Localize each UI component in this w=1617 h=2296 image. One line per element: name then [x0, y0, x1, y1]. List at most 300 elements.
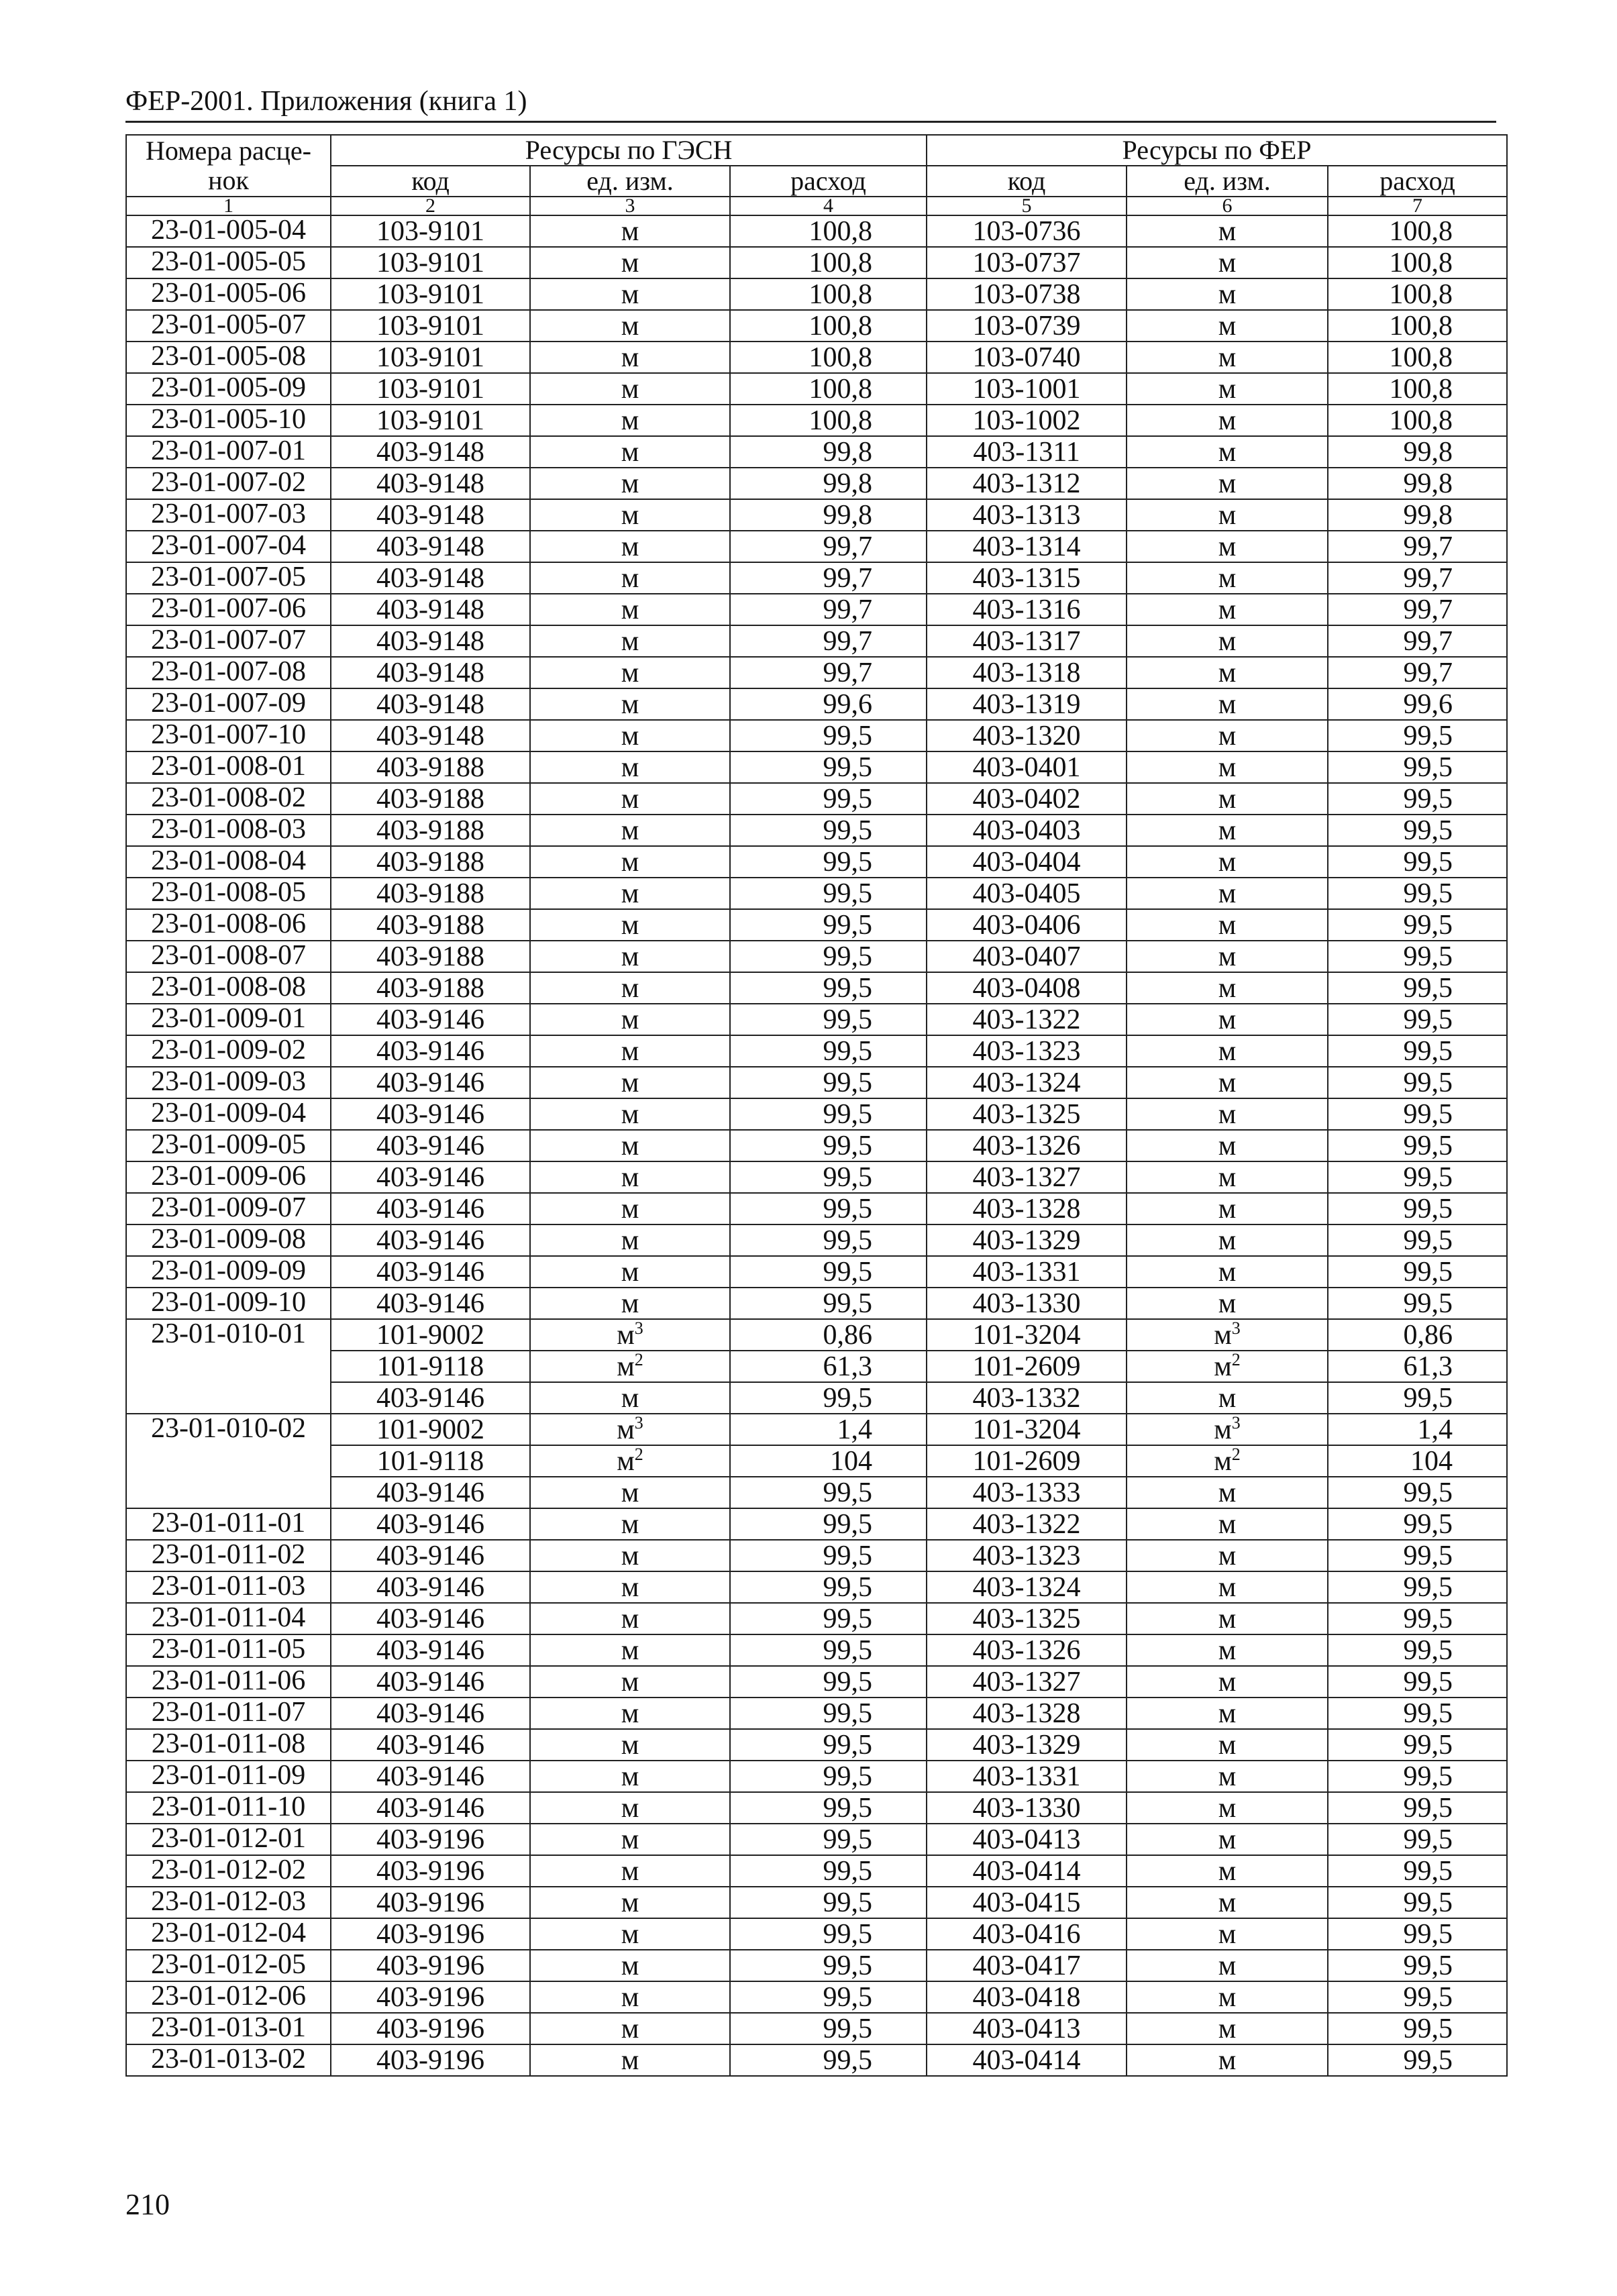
fer-amount-cell: 99,5 [1328, 2013, 1507, 2044]
unit-text: м [1218, 405, 1237, 436]
gesn-code-cell: 403-9188 [331, 909, 530, 941]
gesn-unit-cell [530, 342, 730, 373]
gesn-code-cell: 403-9148 [331, 499, 530, 531]
fer-code-cell: 403-0414 [927, 1855, 1127, 1887]
table-row [126, 1634, 1507, 1666]
fer-amount-cell: 99,5 [1328, 1288, 1507, 1319]
rate-number-cell: 23-01-010-02 [126, 1414, 331, 1508]
unit-text: м [1214, 1445, 1232, 1477]
gesn-unit-cell [530, 1729, 730, 1761]
unit-text: м [1218, 1603, 1237, 1634]
fer-code-cell: 403-0404 [927, 846, 1127, 878]
unit-text: м [1218, 468, 1237, 499]
fer-code-cell: 403-1314 [927, 531, 1127, 562]
gesn-code-cell: 103-9101 [331, 405, 530, 436]
rate-number-cell: 23-01-008-04 [126, 846, 331, 878]
gesn-amount-cell: 99,8 [730, 499, 927, 531]
unit-text: м [621, 1288, 639, 1319]
unit-text: м [1218, 1950, 1237, 1981]
gesn-code-cell: 403-9188 [331, 972, 530, 1004]
fer-unit-cell [1127, 342, 1328, 373]
fer-amount-cell: 61,3 [1328, 1351, 1507, 1382]
rate-number-cell: 23-01-007-05 [126, 562, 331, 594]
gesn-unit-cell [530, 1161, 730, 1193]
fer-code-cell: 101-2609 [927, 1445, 1127, 1477]
document-title: ФЕР-2001. Приложения (книга 1) [125, 86, 527, 117]
rate-number-cell: 23-01-009-02 [126, 1035, 331, 1067]
table-row [126, 468, 1507, 499]
table-row [126, 657, 1507, 688]
table-row [126, 1067, 1507, 1098]
fer-unit-cell [1127, 1729, 1328, 1761]
page-number: 210 [125, 2188, 170, 2221]
fer-code-cell: 403-0416 [927, 1918, 1127, 1950]
gesn-unit-cell [530, 531, 730, 562]
fer-amount-cell: 99,5 [1328, 941, 1507, 972]
gesn-amount-cell: 99,5 [730, 1571, 927, 1603]
fer-unit-cell [1127, 1004, 1328, 1035]
fer-unit-cell [1127, 783, 1328, 815]
gesn-amount-cell: 99,5 [730, 1729, 927, 1761]
fer-amount-cell: 99,7 [1328, 625, 1507, 657]
gesn-amount-cell: 99,5 [730, 1855, 927, 1887]
unit-text: м [621, 1004, 639, 1035]
gesn-amount-cell: 99,5 [730, 1792, 927, 1824]
unit-exponent: 3 [634, 1414, 643, 1432]
fer-code-cell: 103-0737 [927, 247, 1127, 278]
unit-text: м [1218, 499, 1237, 531]
fer-code-cell: 101-3204 [927, 1319, 1127, 1351]
gesn-unit-cell [530, 1477, 730, 1508]
column-number: 4 [730, 197, 927, 215]
fer-amount-cell: 100,8 [1328, 342, 1507, 373]
fer-amount-cell: 99,5 [1328, 1477, 1507, 1508]
gesn-amount-header: расход [730, 166, 927, 197]
fer-amount-cell: 99,5 [1328, 1855, 1507, 1887]
rate-number-cell: 23-01-012-01 [126, 1824, 331, 1855]
fer-code-cell: 403-1325 [927, 1603, 1127, 1634]
fer-amount-cell: 104 [1328, 1445, 1507, 1477]
unit-text: м [621, 1666, 639, 1698]
unit-text: м [621, 751, 639, 783]
unit-text: м [1218, 436, 1237, 468]
gesn-unit-cell [530, 1540, 730, 1571]
gesn-code-cell: 403-9146 [331, 1477, 530, 1508]
sub-header-row [126, 166, 1507, 197]
rate-number-cell: 23-01-012-05 [126, 1950, 331, 1981]
table-row [126, 815, 1507, 846]
table-row [126, 1729, 1507, 1761]
fer-unit-cell [1127, 1067, 1328, 1098]
unit-text: м [1218, 2013, 1237, 2044]
fer-code-cell: 403-1326 [927, 1634, 1127, 1666]
unit-text: м [621, 783, 639, 815]
rate-number-cell: 23-01-005-05 [126, 247, 331, 278]
gesn-code-cell: 403-9146 [331, 1603, 530, 1634]
unit-text: м [1214, 1319, 1232, 1351]
gesn-amount-cell: 99,5 [730, 1067, 927, 1098]
fer-amount-cell: 99,5 [1328, 846, 1507, 878]
unit-text: м [621, 468, 639, 499]
gesn-amount-cell: 99,5 [730, 909, 927, 941]
fer-code-cell: 403-1313 [927, 499, 1127, 531]
unit-text: м [1218, 1571, 1237, 1603]
unit-text: м [1218, 2044, 1237, 2076]
rate-number-cell: 23-01-013-02 [126, 2044, 331, 2076]
unit-text: м [1218, 1067, 1237, 1098]
unit-text: м [1218, 531, 1237, 562]
gesn-amount-cell: 104 [730, 1445, 927, 1477]
unit-text: м [1218, 1666, 1237, 1698]
group-header-row [126, 135, 1507, 166]
table-row [126, 972, 1507, 1004]
unit-text: м [1218, 972, 1237, 1004]
gesn-code-cell: 101-9002 [331, 1319, 530, 1351]
gesn-unit-cell [530, 909, 730, 941]
fer-amount-cell: 99,5 [1328, 1382, 1507, 1414]
unit-text: м [621, 688, 639, 720]
rate-number-cell: 23-01-011-06 [126, 1666, 331, 1698]
gesn-amount-cell: 99,5 [730, 1098, 927, 1130]
fer-amount-cell: 99,5 [1328, 1161, 1507, 1193]
gesn-code-cell: 403-9196 [331, 1824, 530, 1855]
gesn-code-cell: 403-9188 [331, 815, 530, 846]
fer-unit-cell [1127, 1855, 1328, 1887]
rate-number-cell: 23-01-007-04 [126, 531, 331, 562]
fer-unit-cell [1127, 405, 1328, 436]
fer-amount-cell: 99,5 [1328, 1666, 1507, 1698]
gesn-amount-cell: 99,8 [730, 468, 927, 499]
gesn-code-cell: 403-9146 [331, 1540, 530, 1571]
gesn-code-cell: 403-9146 [331, 1004, 530, 1035]
gesn-code-cell: 403-9148 [331, 688, 530, 720]
gesn-amount-cell: 99,5 [730, 1540, 927, 1571]
rate-number-cell: 23-01-005-10 [126, 405, 331, 436]
gesn-unit-cell [530, 783, 730, 815]
fer-amount-cell: 100,8 [1328, 278, 1507, 310]
rate-number-cell: 23-01-005-04 [126, 215, 331, 247]
table-row [126, 1130, 1507, 1161]
fer-code-cell: 403-1317 [927, 625, 1127, 657]
gesn-amount-cell: 99,7 [730, 594, 927, 625]
fer-code-cell: 403-0407 [927, 941, 1127, 972]
fer-amount-cell: 99,5 [1328, 1981, 1507, 2013]
rate-numbers-header: Номера расце- нок [126, 135, 331, 197]
fer-code-cell: 403-1324 [927, 1571, 1127, 1603]
resources-table-container [125, 134, 1506, 2077]
fer-amount-header: расход [1328, 166, 1507, 197]
fer-unit-cell [1127, 878, 1328, 909]
unit-text: м [1218, 1918, 1237, 1950]
table-row [126, 1098, 1507, 1130]
rate-number-cell: 23-01-007-07 [126, 625, 331, 657]
unit-text: м [621, 1761, 639, 1792]
gesn-code-cell: 403-9146 [331, 1161, 530, 1193]
fer-amount-cell: 99,5 [1328, 909, 1507, 941]
gesn-unit-cell [530, 310, 730, 342]
table-row [126, 1224, 1507, 1256]
gesn-unit-cell [530, 1445, 730, 1477]
table-row [126, 1288, 1507, 1319]
fer-code-cell: 403-1326 [927, 1130, 1127, 1161]
gesn-code-header: код [331, 166, 530, 197]
fer-amount-cell: 99,5 [1328, 1950, 1507, 1981]
fer-amount-cell: 99,5 [1328, 1603, 1507, 1634]
unit-text: м [621, 1571, 639, 1603]
fer-code-cell: 103-1002 [927, 405, 1127, 436]
gesn-amount-cell: 99,5 [730, 815, 927, 846]
gesn-unit-cell [530, 594, 730, 625]
fer-unit-cell [1127, 562, 1328, 594]
unit-text: м [1218, 815, 1237, 846]
fer-amount-cell: 99,7 [1328, 562, 1507, 594]
gesn-code-cell: 403-9146 [331, 1571, 530, 1603]
unit-text: м [1218, 1729, 1237, 1761]
fer-code-cell: 403-1316 [927, 594, 1127, 625]
gesn-amount-cell: 99,5 [730, 1981, 927, 2013]
gesn-amount-cell: 0,86 [730, 1319, 927, 1351]
table-row [126, 1382, 1507, 1414]
fer-amount-cell: 99,5 [1328, 1256, 1507, 1288]
rate-number-cell: 23-01-011-10 [126, 1792, 331, 1824]
table-row [126, 909, 1507, 941]
fer-code-cell: 403-0415 [927, 1887, 1127, 1918]
unit-text: м [1218, 1288, 1237, 1319]
page-header [125, 82, 1496, 123]
gesn-code-cell: 403-9148 [331, 720, 530, 751]
unit-text: м [1218, 783, 1237, 815]
table-row [126, 1477, 1507, 1508]
unit-exponent: 2 [1231, 1351, 1241, 1369]
gesn-amount-cell: 1,4 [730, 1414, 927, 1445]
unit-text: м [1218, 1130, 1237, 1161]
gesn-code-cell: 103-9101 [331, 278, 530, 310]
unit-text: м [621, 1855, 639, 1887]
gesn-unit-cell [530, 1035, 730, 1067]
gesn-code-cell: 403-9146 [331, 1130, 530, 1161]
unit-exponent: 3 [1231, 1319, 1241, 1338]
rate-number-cell: 23-01-009-10 [126, 1288, 331, 1319]
gesn-unit-cell [530, 278, 730, 310]
unit-text: м [1218, 878, 1237, 909]
table-row [126, 846, 1507, 878]
rate-number-cell: 23-01-011-09 [126, 1761, 331, 1792]
rate-number-cell: 23-01-007-06 [126, 594, 331, 625]
unit-text: м [621, 941, 639, 972]
fer-code-cell: 403-1331 [927, 1761, 1127, 1792]
fer-unit-cell [1127, 1761, 1328, 1792]
gesn-amount-cell: 99,5 [730, 751, 927, 783]
unit-exponent: 2 [634, 1351, 643, 1369]
fer-code-cell: 403-0417 [927, 1950, 1127, 1981]
fer-unit-cell [1127, 1792, 1328, 1824]
rate-number-cell: 23-01-012-02 [126, 1855, 331, 1887]
table-row [126, 247, 1507, 278]
unit-text: м [1218, 215, 1237, 247]
fer-unit-cell [1127, 1603, 1328, 1634]
fer-unit-cell [1127, 1824, 1328, 1855]
fer-unit-cell [1127, 499, 1328, 531]
gesn-code-cell: 403-9196 [331, 2044, 530, 2076]
table-row [126, 1666, 1507, 1698]
fer-unit-cell [1127, 1666, 1328, 1698]
table-row [126, 1445, 1507, 1477]
table-row [126, 436, 1507, 468]
gesn-code-cell: 403-9196 [331, 1887, 530, 1918]
fer-amount-cell: 99,5 [1328, 720, 1507, 751]
fer-code-cell: 103-0739 [927, 310, 1127, 342]
gesn-code-cell: 403-9146 [331, 1067, 530, 1098]
rate-number-cell: 23-01-012-03 [126, 1887, 331, 1918]
gesn-amount-cell: 99,6 [730, 688, 927, 720]
fer-amount-cell: 99,5 [1328, 878, 1507, 909]
gesn-unit-cell [530, 1855, 730, 1887]
fer-amount-cell: 99,5 [1328, 1508, 1507, 1540]
gesn-unit-cell [530, 215, 730, 247]
unit-text: м [1218, 342, 1237, 373]
gesn-unit-cell [530, 941, 730, 972]
unit-text: м [621, 1729, 639, 1761]
table-row [126, 783, 1507, 815]
fer-code-cell: 403-1331 [927, 1256, 1127, 1288]
gesn-code-cell: 403-9146 [331, 1508, 530, 1540]
fer-code-cell: 103-0740 [927, 342, 1127, 373]
gesn-amount-cell: 99,5 [730, 1288, 927, 1319]
gesn-code-cell: 403-9188 [331, 878, 530, 909]
gesn-code-cell: 403-9146 [331, 1224, 530, 1256]
gesn-unit-cell [530, 247, 730, 278]
gesn-unit-cell [530, 1603, 730, 1634]
gesn-code-cell: 403-9146 [331, 1288, 530, 1319]
rate-number-cell: 23-01-010-01 [126, 1319, 331, 1414]
fer-amount-cell: 99,5 [1328, 1698, 1507, 1729]
fer-amount-cell: 99,5 [1328, 1571, 1507, 1603]
fer-code-header: код [927, 166, 1127, 197]
unit-text: м [621, 1824, 639, 1855]
fer-unit-cell [1127, 625, 1328, 657]
gesn-unit-cell [530, 1382, 730, 1414]
unit-text: м [1218, 247, 1237, 278]
unit-text: м [621, 247, 639, 278]
gesn-code-cell: 403-9148 [331, 468, 530, 499]
gesn-code-cell: 101-9118 [331, 1351, 530, 1382]
fer-amount-cell: 99,5 [1328, 1761, 1507, 1792]
gesn-unit-cell [530, 625, 730, 657]
fer-amount-cell: 100,8 [1328, 405, 1507, 436]
table-row [126, 941, 1507, 972]
table-row [126, 373, 1507, 405]
rate-number-cell: 23-01-009-07 [126, 1193, 331, 1224]
gesn-unit-cell [530, 878, 730, 909]
fer-unit-cell [1127, 688, 1328, 720]
unit-text: м [1218, 941, 1237, 972]
fer-unit-cell [1127, 846, 1328, 878]
fer-unit-cell [1127, 1256, 1328, 1288]
unit-text: м [1218, 1792, 1237, 1824]
gesn-amount-cell: 99,5 [730, 1256, 927, 1288]
table-row [126, 1351, 1507, 1382]
fer-code-cell: 101-3204 [927, 1414, 1127, 1445]
gesn-amount-cell: 100,8 [730, 278, 927, 310]
table-row [126, 1698, 1507, 1729]
unit-text: м [1218, 1161, 1237, 1193]
table-row [126, 594, 1507, 625]
gesn-unit-cell [530, 1130, 730, 1161]
fer-amount-cell: 99,5 [1328, 1792, 1507, 1824]
rate-number-cell: 23-01-007-03 [126, 499, 331, 531]
unit-text: м [1218, 625, 1237, 657]
gesn-unit-cell [530, 1571, 730, 1603]
fer-amount-cell: 100,8 [1328, 247, 1507, 278]
gesn-unit-cell [530, 1098, 730, 1130]
fer-amount-cell: 99,7 [1328, 594, 1507, 625]
table-row [126, 2044, 1507, 2076]
unit-text: м [1218, 1540, 1237, 1571]
fer-resources-header: Ресурсы по ФЕР [927, 135, 1507, 166]
rate-number-cell: 23-01-008-03 [126, 815, 331, 846]
table-row [126, 278, 1507, 310]
fer-amount-cell: 99,5 [1328, 2044, 1507, 2076]
gesn-unit-cell [530, 1666, 730, 1698]
unit-text: м [1218, 1035, 1237, 1067]
unit-text: м [1218, 1193, 1237, 1224]
fer-unit-cell [1127, 247, 1328, 278]
gesn-amount-cell: 99,5 [730, 1161, 927, 1193]
unit-text: м [1218, 688, 1237, 720]
gesn-unit-cell [530, 1887, 730, 1918]
gesn-code-cell: 403-9146 [331, 1729, 530, 1761]
fer-unit-cell [1127, 1193, 1328, 1224]
fer-unit-cell [1127, 1981, 1328, 2013]
unit-text: м [1218, 1855, 1237, 1887]
rate-number-cell: 23-01-009-01 [126, 1004, 331, 1035]
fer-amount-cell: 99,7 [1328, 657, 1507, 688]
fer-code-cell: 403-0414 [927, 2044, 1127, 2076]
rate-number-cell: 23-01-009-09 [126, 1256, 331, 1288]
gesn-unit-cell [530, 1288, 730, 1319]
unit-text: м [621, 1792, 639, 1824]
column-number: 6 [1127, 197, 1328, 215]
fer-unit-cell [1127, 1918, 1328, 1950]
fer-unit-cell [1127, 1130, 1328, 1161]
gesn-amount-cell: 99,5 [730, 1666, 927, 1698]
fer-amount-cell: 99,5 [1328, 1729, 1507, 1761]
fer-unit-cell [1127, 436, 1328, 468]
gesn-code-cell: 403-9146 [331, 1256, 530, 1288]
gesn-amount-cell: 99,5 [730, 1477, 927, 1508]
fer-amount-cell: 99,5 [1328, 1824, 1507, 1855]
column-number: 3 [530, 197, 730, 215]
fer-amount-cell: 99,5 [1328, 1224, 1507, 1256]
gesn-code-cell: 403-9146 [331, 1035, 530, 1067]
unit-text: м [621, 625, 639, 657]
unit-text: м [621, 1098, 639, 1130]
rate-number-cell: 23-01-005-08 [126, 342, 331, 373]
fer-unit-cell [1127, 1571, 1328, 1603]
unit-text: м [621, 1477, 639, 1508]
fer-unit-cell [1127, 373, 1328, 405]
unit-text: м [621, 215, 639, 247]
fer-unit-cell [1127, 1477, 1328, 1508]
unit-text: м [1218, 1098, 1237, 1130]
rate-number-cell: 23-01-012-04 [126, 1918, 331, 1950]
unit-text: м [621, 436, 639, 468]
table-row [126, 625, 1507, 657]
fer-code-cell: 403-1328 [927, 1193, 1127, 1224]
unit-text: м [621, 1698, 639, 1729]
table-row [126, 215, 1507, 247]
gesn-amount-cell: 99,5 [730, 1004, 927, 1035]
